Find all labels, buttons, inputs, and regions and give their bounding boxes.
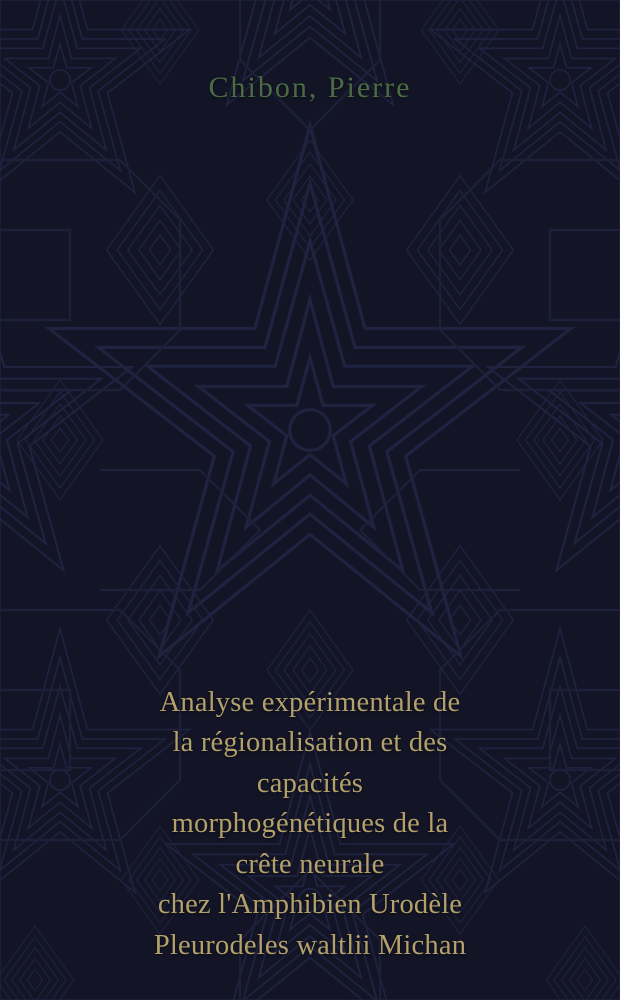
title-block — [0, 683, 620, 1000]
title-line: Pleurodeles waltlii Michan — [153, 929, 467, 961]
author-name: Chibon, Pierre — [208, 71, 412, 104]
title-line: crête neurale — [235, 848, 385, 880]
page-title — [56, 683, 564, 966]
author-block — [0, 0, 620, 106]
title-line: Analyse expérimentale de — [159, 686, 461, 718]
title-line: la régionalisation et des — [172, 727, 448, 759]
title-line: morphogénétiques de la — [171, 808, 449, 840]
cover-spacer — [0, 106, 620, 683]
title-line: chez l'Amphibien Urodèle — [157, 889, 463, 921]
title-line: capacités — [256, 767, 364, 799]
